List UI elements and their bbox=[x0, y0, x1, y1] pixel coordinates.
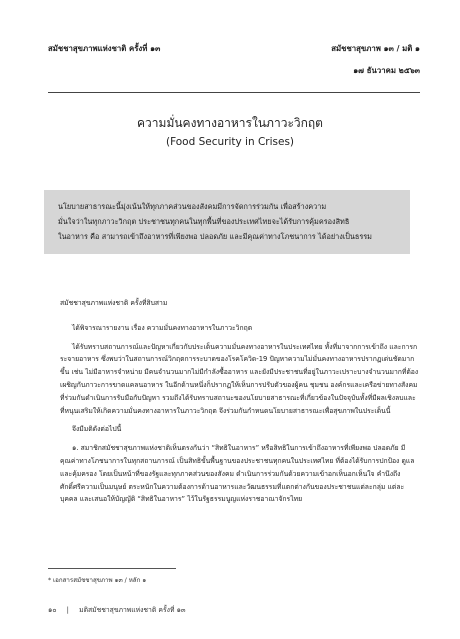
paragraph-resolution-intro: จึงมีมติดังต่อไปนี้ bbox=[72, 425, 122, 434]
page-number: ๑๐ bbox=[48, 606, 57, 614]
paragraph-background: ได้รับทราบสถานการณ์และปัญหาเกี่ยวกับประเด็นความมั่นคงทางอาหารในประเทศไทย ทั้งที่มาจากการเข้าถึง และการกระจายอาหาร ซึ่งพบว่าในสถานการณ์วิกฤตการระบาดของโรคโควิด-19 ปัญหาความไม่มั่นคงทางอาหารปรากฏเด่นชัดมากขึ้น เช่น ไม่มีอาหารจำหน่าย มีคนจำนวนมากไม่มีกำลังซื้ออาหาร และยังมีประชาชนที่อยู่ในภาวะเปราะบางจำนวนมากที่ต้องเผชิญกับภาวะการขาดแคลนอาหาร ในอีกด้านหนึ่งก็ปรากฏให้เห็นการปรับตัวของผู้คน ชุมชน องค์กรและเครือข่ายทางสังคม ที่ร่วมกันดำเนินการรับมือกับปัญหา รวมถึงได้รับทราบสถานะของนโยบายสาธารณะที่เกี่ยวข้องในปัจจุบันทั้งที่มีผลเชิงลบและที่หนุนเสริมให้เกิดความมั่นคงทางอาหารในภาวะวิกฤต จึงร่วมกันกำหนดนโยบายสาธารณะเพื่อสุขภาพในประเด็นนี้ bbox=[60, 342, 419, 415]
summary-line: นโยบายสาธารณะนี้มุ่งเน้นให้ทุกภาคส่วนของสังคมมีการจัดการร่วมกัน เพื่อสร้างความ bbox=[58, 202, 327, 211]
summary-box bbox=[44, 190, 410, 254]
summary-line: ในอาหาร คือ สามารถเข้าถึงอาหารที่เพียงพอ ปลอดภัย และมีคุณค่าทางโภชนาการ ได้อย่างเป็นธรรม bbox=[58, 232, 372, 241]
paragraph-resolution-1: ๑. สมาชิกสมัชชาสุขภาพแห่งชาติเห็นตรงกันว่า “สิทธิในอาหาร” หรือสิทธิในการเข้าถึงอาหารที่เพียงพอ ปลอดภัย มีคุณค่าทางโภชนาการในทุกสถานการณ์ เป็นสิทธิขั้นพื้นฐานของประชาชนทุกคนในประเทศไทย ที่ต้องได้รับการปกป้อง ดูแล และคุ้มครอง โดยเป็นหน้าที่ของรัฐและทุกภาคส่วนของสังคม ดำเนินการร่วมกันด้วยความเข้าอกเห็นอกเห็นใจ คำนึงถึงศักดิ์ศรีความเป็นมนุษย์ ตระหนักในความต้องการด้านอาหารและวัฒนธรรมที่แตกต่างกันของประชาชนแต่ละกลุ่ม แต่ละบุคคล และเสนอให้บัญญัติ “สิทธิในอาหาร” ไว้ในรัฐธรรมนูญแห่งราชอาณาจักรไทย bbox=[60, 444, 415, 504]
header-date: ๑๗ ธันวาคม ๒๕๖๓ bbox=[353, 66, 420, 75]
header-resolution-ref: สมัชชาสุขภาพ ๑๓ / มติ ๑ bbox=[331, 44, 420, 53]
summary-line: มั่นใจว่าในทุกภาวะวิกฤต ประชาชนทุกคนในทุกพื้นที่ของประเทศไทยจะได้รับการคุ้มครองสิทธิ bbox=[58, 217, 350, 226]
header-divider bbox=[48, 92, 420, 93]
footnote: * เอกสารสมัชชาสุขภาพ ๑๓ / หลัก ๑ bbox=[48, 577, 147, 584]
footer-title: มติสมัชชาสุขภาพแห่งชาติ ครั้งที่ ๑๓ bbox=[79, 606, 186, 614]
footer-separator: | bbox=[66, 606, 69, 614]
intro-assembly: สมัชชาสุขภาพแห่งชาติ ครั้งที่สิบสาม bbox=[60, 299, 168, 307]
intro-considered: ได้พิจารณารายงาน เรื่อง ความมั่นคงทางอาหารในภาวะวิกฤต bbox=[72, 323, 253, 332]
body-text bbox=[60, 297, 420, 506]
page-title: ความมั่นคงทางอาหารในภาวะวิกฤต bbox=[137, 116, 323, 130]
page-footer bbox=[48, 604, 186, 615]
header-assembly-name: สมัชชาสุขภาพแห่งชาติ ครั้งที่ ๑๓ bbox=[48, 44, 161, 53]
footnote-divider bbox=[48, 568, 176, 569]
page-subtitle: (Food Security in Crises) bbox=[165, 136, 295, 148]
